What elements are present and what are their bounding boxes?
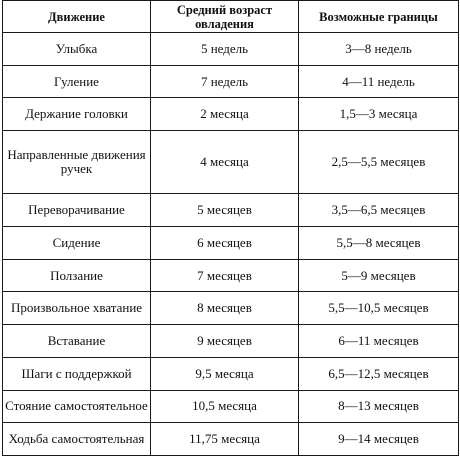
cell-movement: Произвольное хватание	[3, 292, 151, 325]
cell-possible-range: 5,5—8 месяцев	[299, 227, 459, 260]
cell-average-age: 4 месяца	[151, 131, 299, 194]
table-row	[3, 227, 459, 260]
cell-average-age: 11,75 месяца	[151, 423, 299, 456]
table-row	[3, 292, 459, 325]
cell-average-age: 7 месяцев	[151, 259, 299, 292]
cell-possible-range: 3,5—6,5 месяцев	[299, 194, 459, 227]
table-row	[3, 33, 459, 66]
header-possible-range: Возможные границы	[299, 1, 459, 33]
table-row	[3, 131, 459, 194]
table-row	[3, 194, 459, 227]
cell-average-age: 8 месяцев	[151, 292, 299, 325]
cell-possible-range: 8—13 месяцев	[299, 390, 459, 423]
cell-movement: Улыбка	[3, 33, 151, 66]
cell-average-age: 9 месяцев	[151, 325, 299, 358]
table-row	[3, 325, 459, 358]
cell-movement: Держание головки	[3, 98, 151, 131]
cell-movement: Сидение	[3, 227, 151, 260]
cell-possible-range: 4—11 недель	[299, 65, 459, 98]
cell-average-age: 10,5 месяца	[151, 390, 299, 423]
cell-average-age: 2 месяца	[151, 98, 299, 131]
table-header-row	[3, 1, 459, 33]
cell-possible-range: 1,5—3 месяца	[299, 98, 459, 131]
cell-possible-range: 6,5—12,5 месяцев	[299, 357, 459, 390]
table-row	[3, 390, 459, 423]
header-average-age: Средний возраст овладения	[151, 1, 299, 33]
cell-movement: Ползание	[3, 259, 151, 292]
cell-movement: Переворачивание	[3, 194, 151, 227]
cell-possible-range: 9—14 месяцев	[299, 423, 459, 456]
cell-possible-range: 5,5—10,5 месяцев	[299, 292, 459, 325]
cell-possible-range: 2,5—5,5 месяцев	[299, 131, 459, 194]
cell-average-age: 9,5 месяца	[151, 357, 299, 390]
cell-movement: Направленные движения ручек	[3, 131, 151, 194]
cell-average-age: 5 недель	[151, 33, 299, 66]
table-row	[3, 65, 459, 98]
cell-movement: Гуление	[3, 65, 151, 98]
table-row	[3, 259, 459, 292]
cell-movement: Шаги с поддержкой	[3, 357, 151, 390]
cell-average-age: 7 недель	[151, 65, 299, 98]
table-body	[3, 33, 459, 456]
cell-possible-range: 6—11 месяцев	[299, 325, 459, 358]
cell-movement: Ходьба самостоятельная	[3, 423, 151, 456]
cell-movement: Стояние самостоятельное	[3, 390, 151, 423]
cell-average-age: 6 месяцев	[151, 227, 299, 260]
table-row	[3, 98, 459, 131]
header-movement: Движение	[3, 1, 151, 33]
cell-average-age: 5 месяцев	[151, 194, 299, 227]
cell-possible-range: 3—8 недель	[299, 33, 459, 66]
table-row	[3, 423, 459, 456]
cell-possible-range: 5—9 месяцев	[299, 259, 459, 292]
cell-movement: Вставание	[3, 325, 151, 358]
motor-milestones-table	[2, 0, 459, 456]
table-row	[3, 357, 459, 390]
